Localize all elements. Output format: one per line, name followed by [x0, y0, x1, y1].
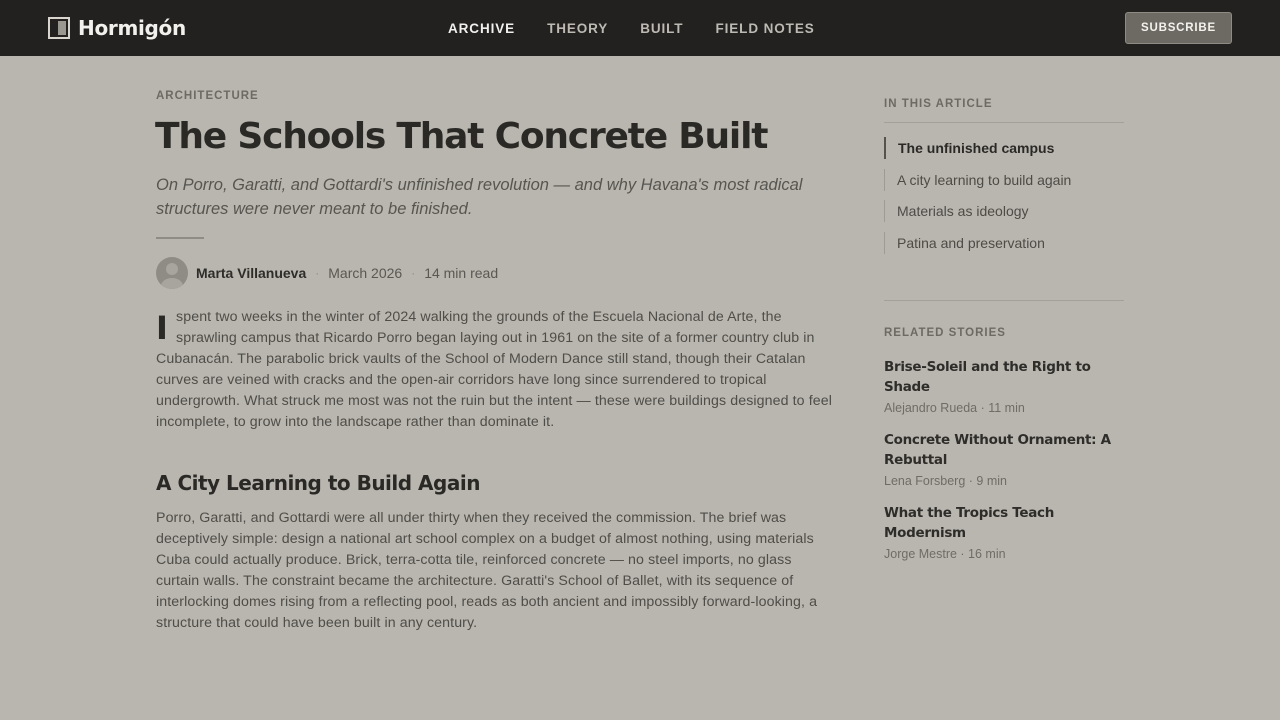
story-title[interactable]: What the Tropics Teach Modernism — [884, 505, 1055, 541]
brand-logo[interactable] — [48, 16, 186, 40]
section-heading: A City Learning to Build Again — [156, 471, 480, 495]
table-of-contents — [884, 137, 1124, 263]
related-story[interactable] — [884, 503, 1124, 562]
story-title[interactable]: Concrete Without Ornament: A Rebuttal — [884, 432, 1111, 468]
related-stories — [884, 357, 1124, 576]
author-name[interactable]: Marta Villanueva — [196, 265, 307, 281]
related-heading: RELATED STORIES — [884, 327, 1006, 339]
toc-heading: IN THIS ARTICLE — [884, 98, 993, 110]
separator-dot: · — [411, 266, 416, 280]
nav-item-archive[interactable]: ARCHIVE — [448, 20, 516, 36]
byline — [156, 257, 498, 289]
related-story[interactable] — [884, 357, 1124, 416]
logo-icon — [48, 17, 70, 39]
nav-item-theory[interactable]: THEORY — [547, 20, 609, 36]
main-nav — [448, 0, 847, 56]
nav-item-built[interactable]: BUILT — [640, 20, 684, 36]
author-avatar[interactable] — [156, 257, 188, 289]
article-subtitle: On Porro, Garatti, and Gottardi's unfinished revolution — and why Havana's most radical structures were never meant to be finished. — [156, 176, 803, 218]
story-meta: Jorge Mestre · 16 min — [884, 547, 1006, 561]
publish-date: March 2026 — [328, 265, 403, 281]
nav-item-field-notes[interactable]: FIELD NOTES — [715, 20, 815, 36]
story-meta: Alejandro Rueda · 11 min — [884, 401, 1025, 415]
sidebar-divider — [884, 300, 1124, 301]
toc-item-city-learning[interactable]: A city learning to build again — [884, 169, 1124, 191]
story-title[interactable]: Brise-Soleil and the Right to Shade — [884, 359, 1091, 395]
toc-divider — [884, 122, 1124, 123]
body-paragraph — [156, 307, 836, 433]
toc-item-materials[interactable]: Materials as ideology — [884, 200, 1124, 222]
paragraph-text: spent two weeks in the winter of 2024 walking the grounds of the Escuela Nacional de Arte, the sprawling campus that Ricardo Porro began laying out in 1961 on the site of a former country club in Cubanacán. The parabolic brick vaults of the School of Modern Dance still stand, though their Catalan curves are veined with cracks and the open-air corridors have long since surrendered to tropical undergrowth. What struck me most was not the ruin but the intent — these were buildings designed to feel incomplete, to grow into the landscape rather than dominate it. — [156, 309, 832, 430]
toc-item-unfinished-campus[interactable]: The unfinished campus — [884, 137, 1124, 159]
brand-name: Hormigón — [78, 16, 186, 40]
read-time: 14 min read — [424, 265, 499, 281]
title-divider — [156, 237, 204, 239]
drop-cap: I — [156, 309, 169, 347]
article-category[interactable]: ARCHITECTURE — [156, 90, 259, 102]
toc-item-patina[interactable]: Patina and preservation — [884, 232, 1124, 254]
top-nav-bar — [0, 0, 1280, 56]
subscribe-button[interactable]: SUBSCRIBE — [1125, 12, 1232, 44]
story-meta: Lena Forsberg · 9 min — [884, 474, 1007, 488]
separator-dot: · — [315, 266, 320, 280]
related-story[interactable] — [884, 430, 1124, 489]
article-title: The Schools That Concrete Built — [155, 116, 768, 157]
body-paragraph: Porro, Garatti, and Gottardi were all under thirty when they received the commission. The brief was deceptively simple: design a national art school complex on a budget of almost nothing, using materials Cuba could actually produce. Brick, terra-cotta tile, reinforced concrete — no steel imports, no glass curtain walls. The constraint became the architecture. Garatti's School of Ballet, with its sequence of interlocking domes rising from a reflecting pool, reads as both ancient and impossibly forward-looking, a structure that could have been built in any century. — [156, 510, 818, 631]
